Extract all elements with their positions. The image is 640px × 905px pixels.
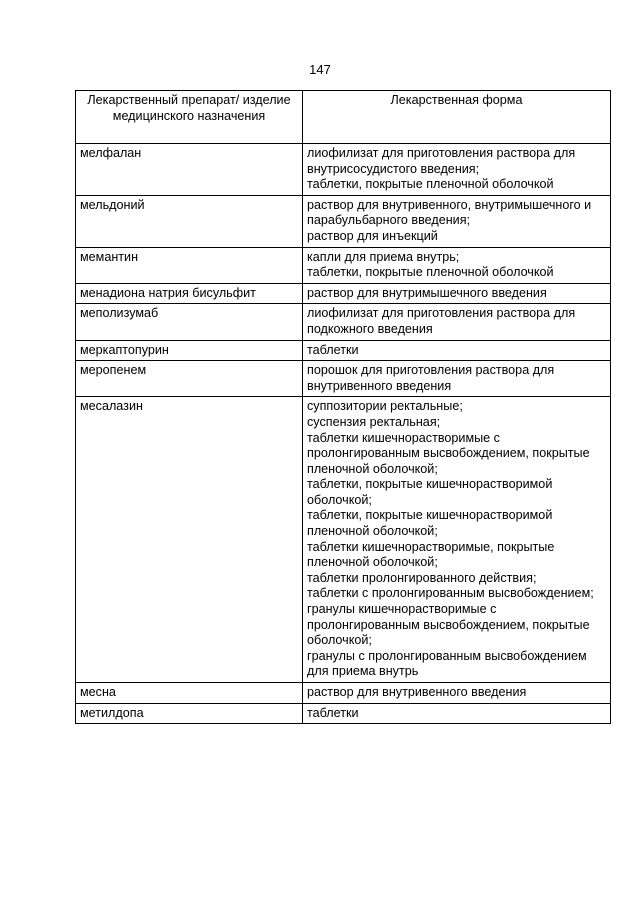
drug-name-cell: метилдопа <box>76 703 303 724</box>
table-row <box>76 144 611 196</box>
dosage-form-line: таблетки, покрытые кишечнорастворимой оболочкой; <box>307 477 553 507</box>
dosage-form-line: раствор для внутривенного, внутримышечного и парабульбарного введения; <box>307 197 592 228</box>
dosage-form-line: капли для приема внутрь; <box>307 249 460 264</box>
dosage-form-cell <box>303 361 611 397</box>
dosage-form-line: суспензия ректальная; <box>307 414 441 429</box>
dosage-form-line: таблетки кишечнорастворимые с пролонгированным высвобождением, покрытые пленочной оболочкой; <box>307 430 590 476</box>
dosage-form-line: таблетки <box>307 705 359 720</box>
page-number: 147 <box>309 62 331 77</box>
table-row <box>76 683 611 704</box>
dosage-form-cell <box>303 703 611 724</box>
drug-name-cell: меркаптопурин <box>76 340 303 361</box>
dosage-form-line: таблетки с пролонгированным высвобождением; <box>307 586 594 601</box>
dosage-form-line: таблетки, покрытые кишечнорастворимой пленочной оболочкой; <box>307 508 553 539</box>
dosage-form-line: таблетки <box>307 342 359 357</box>
table-row <box>76 361 611 397</box>
dosage-form-line: раствор для инъекций <box>307 228 438 243</box>
dosage-form-cell <box>303 283 611 304</box>
dosage-form-line: порошок для приготовления раствора для внутривенного введения <box>307 363 555 393</box>
table-row <box>76 703 611 724</box>
table-row <box>76 195 611 247</box>
drug-name-cell: мемантин <box>76 247 303 283</box>
dosage-form-cell <box>303 397 611 683</box>
drug-name-cell: мелфалан <box>76 144 303 196</box>
dosage-form-line: суппозитории ректальные; <box>307 399 463 414</box>
dosage-form-line: таблетки, покрытые пленочной оболочкой <box>307 265 554 280</box>
table-header-row <box>76 91 611 144</box>
dosage-form-line: гранулы с пролонгированным высвобождением для приема внутрь <box>307 648 587 679</box>
header-form: Лекарственная форма <box>303 91 611 144</box>
table-row <box>76 340 611 361</box>
dosage-form-cell <box>303 195 611 247</box>
dosage-form-cell <box>303 304 611 340</box>
table-row <box>76 247 611 283</box>
drug-name-cell: мельдоний <box>76 195 303 247</box>
table-row <box>76 397 611 683</box>
dosage-form-line: раствор для внутривенного введения <box>307 685 527 699</box>
dosage-form-line: таблетки, покрытые пленочной оболочкой <box>307 177 554 192</box>
dosage-form-cell <box>303 247 611 283</box>
dosage-form-line: таблетки кишечнорастворимые, покрытые пленочной оболочкой; <box>307 539 555 570</box>
table-row <box>76 283 611 304</box>
header-drug: Лекарственный препарат/ изделие медицинского назначения <box>76 91 303 144</box>
dosage-form-cell <box>303 144 611 196</box>
drug-name-cell: меполизумаб <box>76 304 303 340</box>
dosage-form-line: гранулы кишечнорастворимые с пролонгированным высвобождением, покрытые оболочкой; <box>307 602 590 648</box>
drug-name-cell: меропенем <box>76 361 303 397</box>
table-row <box>76 304 611 340</box>
drug-name-cell: менадиона натрия бисульфит <box>76 283 303 304</box>
dosage-form-cell <box>303 340 611 361</box>
dosage-form-line: лиофилизат для приготовления раствора для подкожного введения <box>307 306 576 336</box>
drug-name-cell: месалазин <box>76 397 303 683</box>
table-body <box>76 144 611 724</box>
dosage-form-line: таблетки пролонгированного действия; <box>307 570 537 585</box>
drug-table <box>75 90 611 724</box>
dosage-form-cell <box>303 683 611 704</box>
drug-name-cell: месна <box>76 683 303 704</box>
dosage-form-line: лиофилизат для приготовления раствора для внутрисосудистого введения; <box>307 146 576 176</box>
dosage-form-line: раствор для внутримышечного введения <box>307 285 547 300</box>
